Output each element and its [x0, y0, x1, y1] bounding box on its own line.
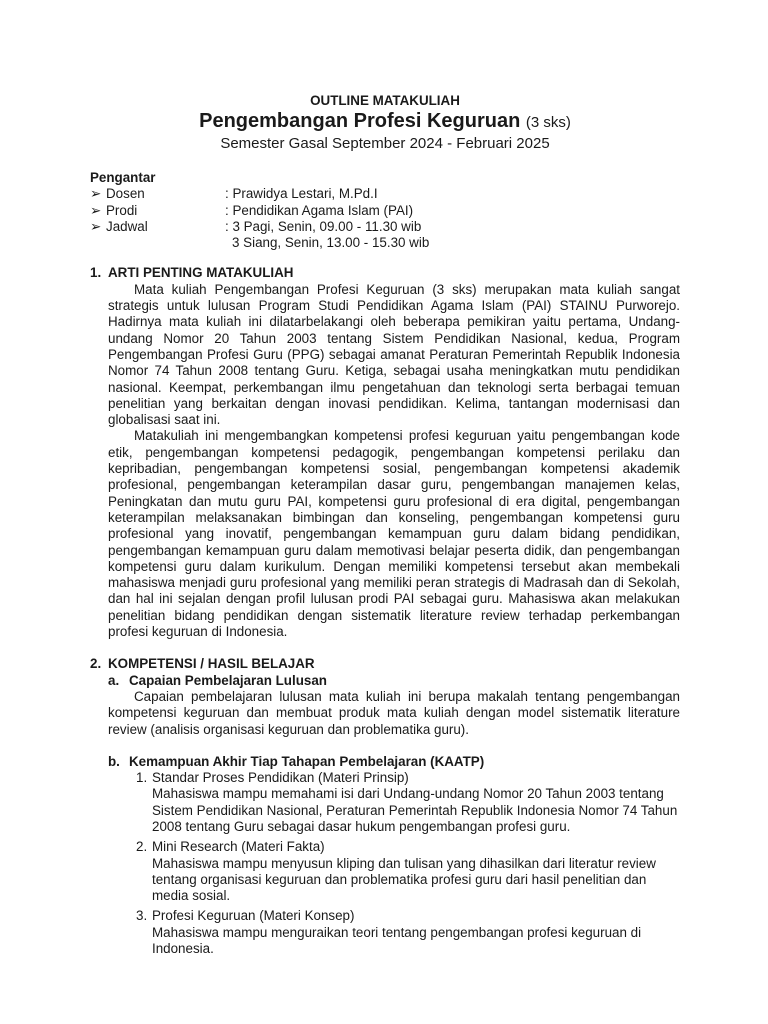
- section-number: 2.: [90, 656, 102, 672]
- course-credits: (3 sks): [525, 114, 571, 131]
- list-item-title: Standar Proses Pendidikan (Materi Prinsip): [152, 770, 409, 786]
- intro-jadwal-continued: 3 Siang, Senin, 13.00 - 15.30 wib: [232, 235, 430, 251]
- subsection-a-text: Capaian pembelajaran lulusan mata kuliah ini berupa makalah tentang pengembangan kompetensi keguruan dan membuat produk mata kuliah dengan model sistematik literature review (analisis organisasi keguruan dan problematika guru).: [108, 688, 680, 737]
- course-title: Pengembangan Profesi Keguruan: [199, 110, 521, 132]
- list-item: [90, 770, 680, 835]
- subsection-title: Capaian Pembelajaran Lulusan: [129, 672, 327, 688]
- list-item-content: [152, 908, 680, 957]
- section-2-heading: [90, 656, 680, 672]
- intro-value: : Prawidya Lestari, M.Pd.I: [225, 186, 378, 202]
- intro-key: Jadwal: [106, 218, 148, 234]
- subsection-label: a.: [108, 672, 120, 688]
- doc-label: OUTLINE MATAKULIAH: [310, 93, 460, 108]
- intro-key: Prodi: [106, 202, 138, 218]
- course-title-line: [90, 109, 680, 135]
- intro-row-prodi: [90, 203, 680, 219]
- intro-heading: Pengantar: [90, 170, 156, 185]
- section-1-heading: [90, 265, 680, 281]
- list-item-text: Mahasiswa mampu memahami isi dari Undang-undang Nomor 20 Tahun 2003 tentang Sistem Pendidikan Nasional, Peraturan Pemerintah Republik Indonesia Nomor 74 Tahun 2008 tentang Guru sebagai dasar hukum pengembangan profesi guru.: [152, 786, 678, 834]
- intro-value: : Pendidikan Agama Islam (PAI): [225, 202, 414, 218]
- intro-row-jadwal: [90, 219, 680, 235]
- list-number: 2.: [136, 839, 148, 855]
- section-number: 1.: [90, 265, 102, 281]
- list-item-title: Profesi Keguruan (Materi Konsep): [152, 908, 355, 924]
- section-title: KOMPETENSI / HASIL BELAJAR: [108, 656, 315, 672]
- subsection-b-heading: [90, 754, 680, 770]
- semester: Semester Gasal September 2024 - Februari 2025: [220, 135, 550, 152]
- section-1: [90, 265, 680, 640]
- subsection-a-heading: [90, 673, 680, 689]
- list-item-text: Mahasiswa mampu menguraikan teori tentang pengembangan profesi keguruan di Indonesia.: [152, 924, 642, 957]
- intro-row-dosen: [90, 186, 680, 202]
- list-item: [90, 908, 680, 957]
- list-item: [90, 839, 680, 904]
- list-item-title: Mini Research (Materi Fakta): [152, 839, 325, 855]
- arrow-bullet-icon: ➢: [90, 218, 102, 234]
- subsection-title: Kemampuan Akhir Tiap Tahapan Pembelajaran (KAATP): [129, 753, 485, 769]
- list-number: 3.: [136, 908, 148, 924]
- intro-key: Dosen: [106, 186, 145, 202]
- section-title: ARTI PENTING MATAKULIAH: [108, 265, 294, 281]
- section-1-paragraph-2: Matakuliah ini mengembangkan kompetensi profesi keguruan yaitu pengembangan kode etik, pengembangan kompetensi pedagogik, pengembangan kompetensi perilaku dan kepribadian, pengembangan kompetensi sosial, pengembangan kompetensi akademik profesional, pengembangan keterampilan dasar guru, pengembangan manajemen kelas, Peningkatan dan mutu guru PAI, kompetensi guru profesional di era digital, pengembangan keterampilan melaksanakan bimbingan dan konseling, pengembangan kompetensi guru profesional yang inovatif, pengembangan kemampuan guru dalam bidang pendidikan, pengembangan kemampuan guru dalam memotivasi belajar peserta didik, dan pengembangan kompetensi guru dalam kurikulum. Dengan memiliki kompetensi tersebut akan membekali mahasiswa menjadi guru profesional yang memiliki peran strategis di Madrasah dan di Sekolah, dan hal ini sejalan dengan profil lulusan prodi PAI sebagai guru. Mahasiswa akan melakukan penelitian bidang pendidikan dengan sistematik literature review terhadap perkembangan profesi keguruan di Indonesia.: [108, 428, 680, 640]
- list-item-content: [152, 839, 680, 904]
- section-1-paragraph-1: Mata kuliah Pengembangan Profesi Keguruan (3 sks) merupakan mata kuliah sangat strategis untuk lulusan Program Studi Pendidikan Agama Islam (PAI) STAINU Purworejo. Hadirnya mata kuliah ini dilatarbelakangi oleh beberapa pemikiran yaitu pertama, Undang-undang Nomor 20 Tahun 2003 tentang Sistem Pendidikan Nasional, kedua, Program Pengembangan Profesi Guru (PPG) sebagai amanat Peraturan Pemerintah Republik Indonesia Nomor 74 Tahun 2008 tentang Guru. Ketiga, sebagai usaha meningkatkan mutu pendidikan nasional. Keempat, perkembangan ilmu pengetahuan dan teknologi serta berbagai temuan penelitian yang berkaitan dengan inovasi pendidikan. Kelima, tantangan modernisasi dan globalisasi saat ini.: [108, 281, 680, 428]
- list-item-text: Mahasiswa mampu menyusun kliping dan tulisan yang dihasilkan dari literatur review tentang organisasi keguruan dan problematika profesi guru dari hasil penelitian dan media sosial.: [152, 855, 656, 904]
- section-2: [90, 656, 680, 957]
- subsection-label: b.: [108, 753, 120, 769]
- arrow-bullet-icon: ➢: [90, 186, 102, 202]
- arrow-bullet-icon: ➢: [90, 202, 102, 218]
- intro-value: : 3 Pagi, Senin, 09.00 - 11.30 wib: [225, 218, 422, 234]
- list-item-content: [152, 770, 680, 835]
- list-number: 1.: [136, 770, 148, 786]
- intro-block: [90, 170, 680, 251]
